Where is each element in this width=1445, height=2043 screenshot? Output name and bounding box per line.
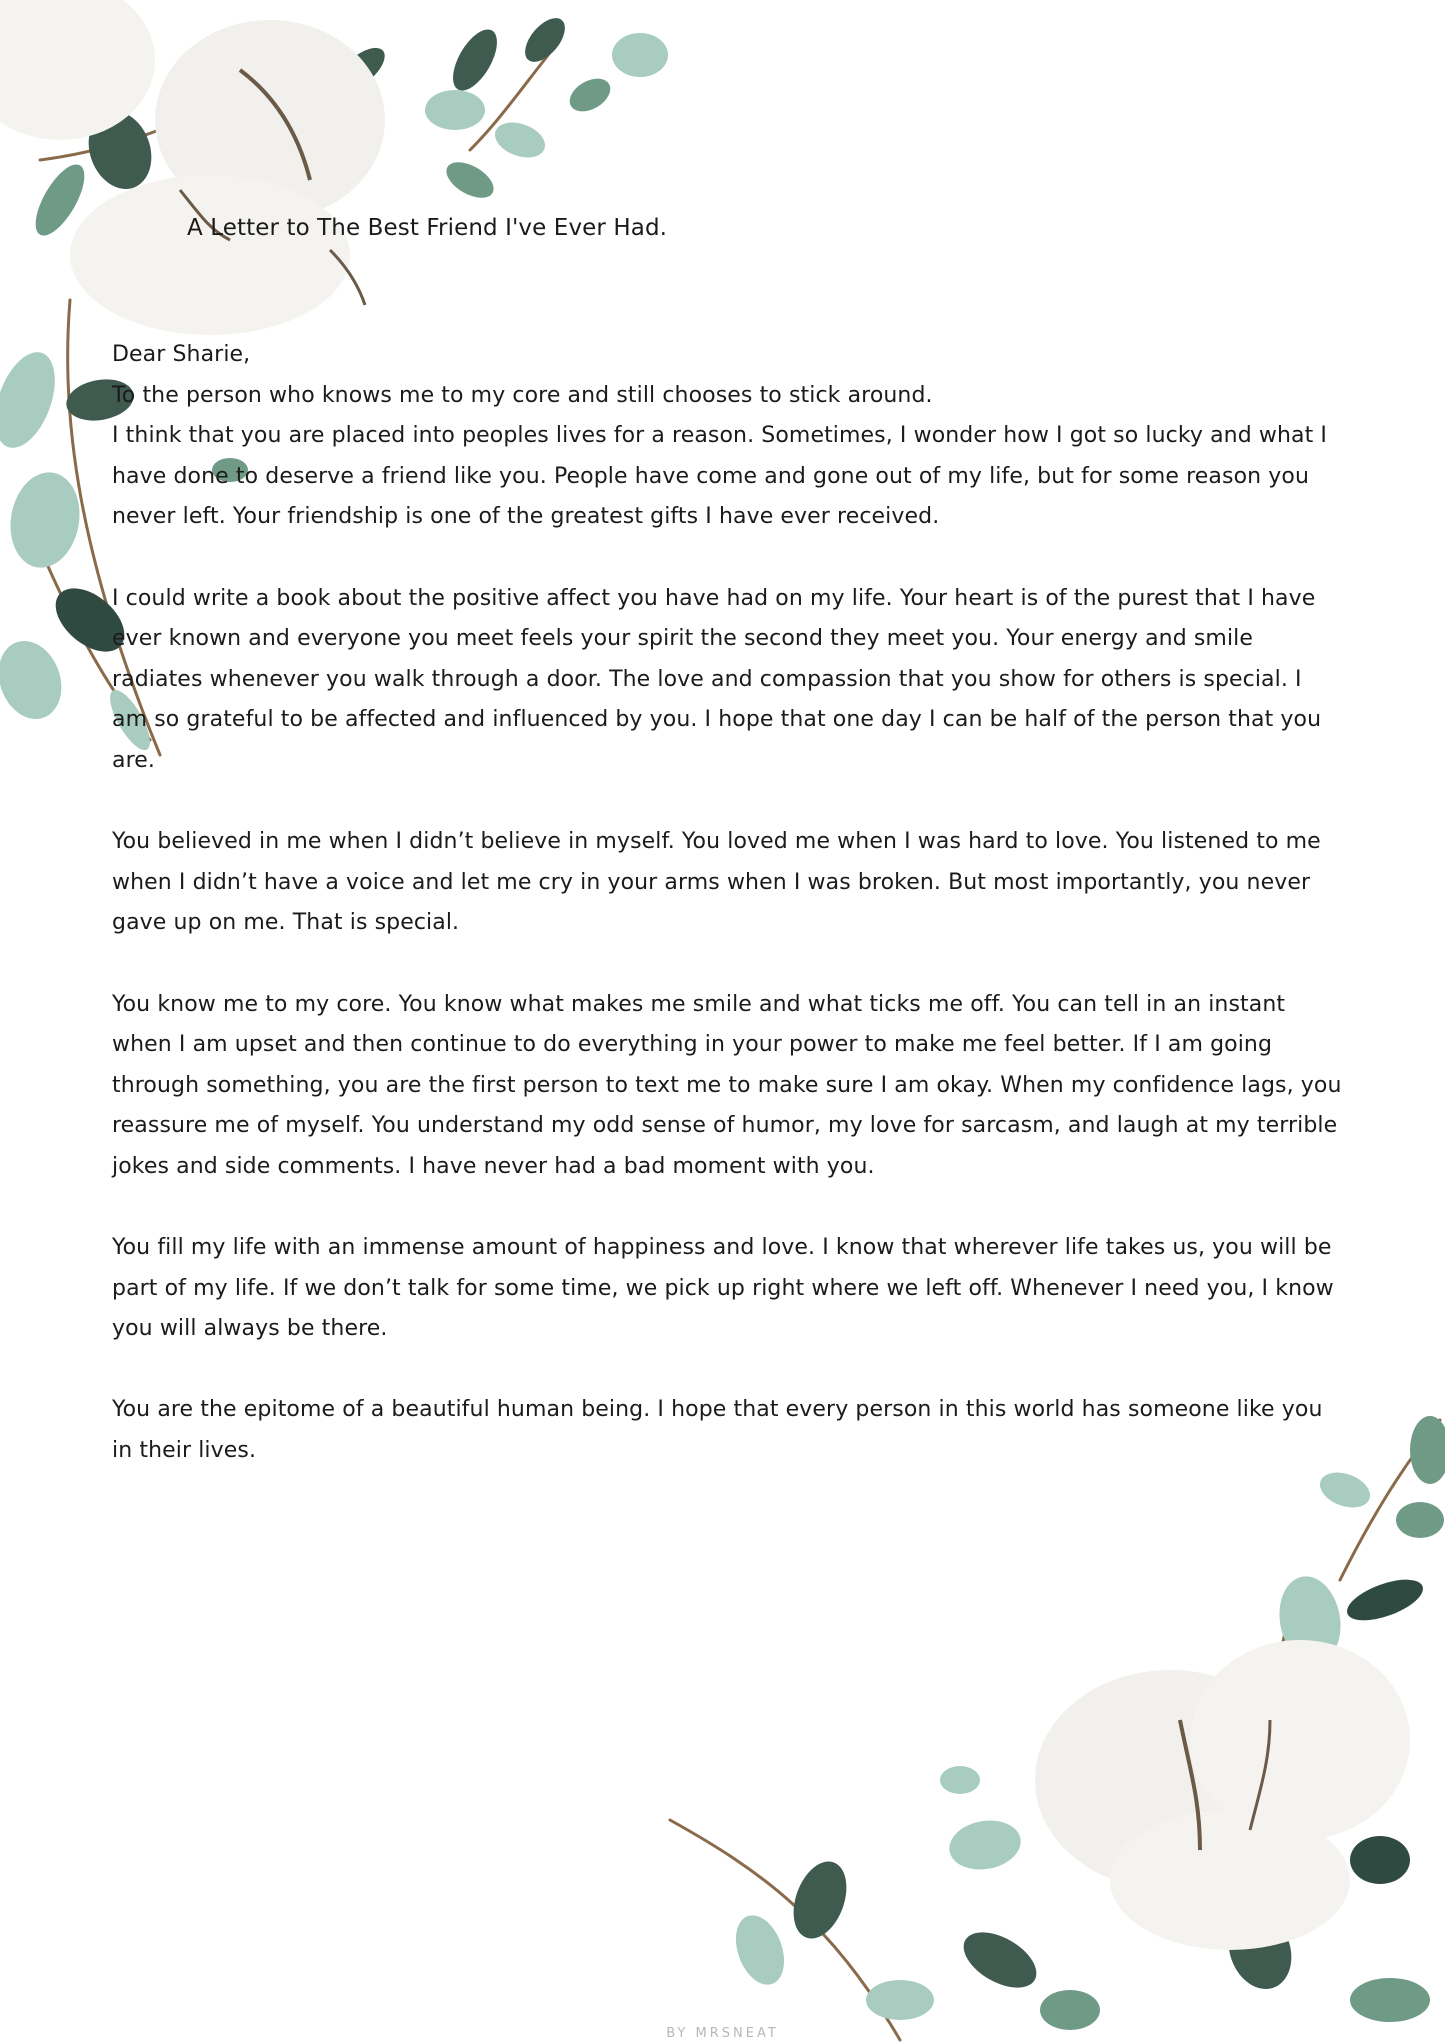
cotton-flower-bottom [1035,1640,1410,1950]
letter-body [112,335,1342,1472]
opening-line: To the person who knows me to my core and still chooses to stick around. [112,382,933,408]
paragraph: You are the epitome of a beautiful human being. I hope that every person in this world has someone like you in their lives. [112,1397,1323,1464]
paragraph: You fill my life with an immense amount of happiness and love. I know that wherever life takes us, you will be part of my life. If we don’t talk for some time, we pick up right where we left off. Whenever I need you, I know you will always be there. [112,1235,1334,1342]
paragraph: You know me to my core. You know what makes me smile and what ticks me off. You can tell in an instant when I am upset and then continue to do everything in your power to make me feel better. If I am going through something, you are the first person to text me to make sure I am okay. When my confidence lags, you reassure me of myself. You understand my odd sense of humor, my love for sarcasm, and laugh at my terrible jokes and side comments. I have never had a bad moment with you. [112,991,1342,1179]
greeting: Dear Sharie, [112,342,251,367]
letter-title: A Letter to The Best Friend I've Ever Had. [187,215,668,241]
letter-intro [112,335,1342,538]
paragraph: You believed in me when I didn’t believe in myself. You loved me when I was hard to love. You listened to me when I didn’t have a voice and let me cry in your arms when I was broken. But most importantly, you never gave up on me. That is special. [112,829,1321,936]
paragraph: I think that you are placed into peoples lives for a reason. Sometimes, I wonder how I got so lucky and what I have done to deserve a friend like you. People have come and gone out of my life, but for some reason you never left. Your friendship is one of the greatest gifts I have ever received. [112,423,1328,530]
paragraph: I could write a book about the positive affect you have had on my life. Your heart is of the purest that I have ever known and everyone you meet feels your spirit the second they meet you. Your energy and smile radiates whenever you walk through a door. The love and compassion that you show for others is special. I am so grateful to be affected and influenced by you. I hope that one day I can be half of the person that you are. [112,585,1322,773]
footer-credit: BY MRSNEAT [666,2026,779,2041]
